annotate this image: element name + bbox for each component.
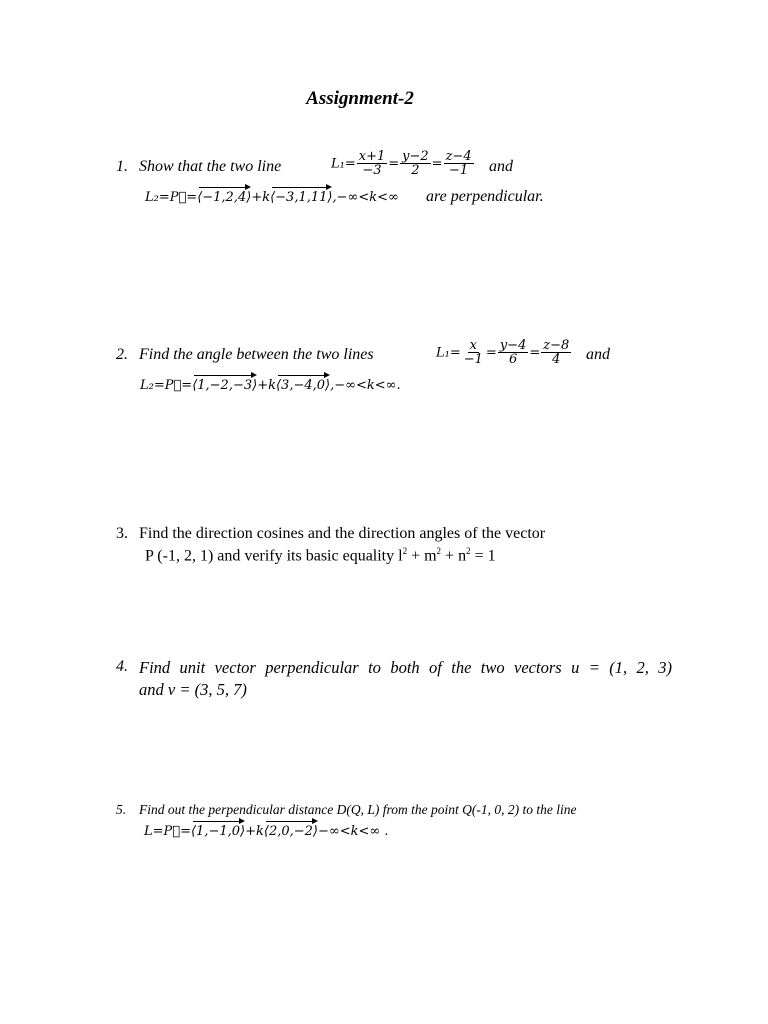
line-l2-equation: L₂=P⃗=⟨1,−2,−3⟩+k⟨3,−4,0⟩,−∞<k<∞. <box>140 378 401 393</box>
fraction: $\frac{x}{-1}$ <box>463 338 483 367</box>
conjunction: and <box>489 158 513 175</box>
page-title: Assignment-2 <box>306 88 414 109</box>
vector-overline: ⟨−1,2,4⟩ <box>197 190 252 205</box>
question-number: 3. <box>116 525 128 542</box>
line-equation: L=P⃗=⟨1,−1,0⟩+k⟨2,0,−2⟩−∞<k<∞ . <box>144 824 389 839</box>
question-number: 1. <box>116 158 128 175</box>
l1-label: L₁= <box>331 156 356 172</box>
vector-overline: ⟨1,−2,−3⟩ <box>192 378 258 393</box>
fraction: $\frac{z-4}{-1}$ <box>445 149 472 178</box>
fraction: $\frac{y-4}{6}$ <box>499 338 527 367</box>
question-number: 2. <box>116 346 128 363</box>
vector-overline: ⟨1,−1,0⟩ <box>190 824 246 839</box>
fraction: $\frac{y-2}{2}$ <box>402 149 429 178</box>
question-number: 4. <box>116 658 128 675</box>
line-l1-equation: L₁= $\frac{x}{-1}$ = $\frac{y-4}{6}$ = $\frac{z-8}{4}$ <box>436 338 570 367</box>
vector-overline: ⟨3,−4,0⟩ <box>275 378 331 393</box>
fraction: $\frac{z-8}{4}$ <box>543 338 570 367</box>
vector-overline: ⟨2,0,−2⟩ <box>263 824 318 839</box>
question-text: Find the direction cosines and the direction angles of the vector <box>139 525 546 542</box>
line-l2-equation: L₂=P⃗=⟨−1,2,4⟩+k⟨−3,1,11⟩,−∞<k<∞ <box>145 190 399 205</box>
question-text-line-2: and v = (3, 5, 7) <box>139 680 247 699</box>
question-text: Find unit vector perpendicular to both of the two vectors u = (1, 2, 3) <box>139 658 672 677</box>
line-l1-equation: L₁= $\frac{x+1}{-3}$ = $\frac{y-2}{2}$ = $\frac{z-4}{-1}$ <box>331 149 472 178</box>
vector-overline: ⟨−3,1,11⟩ <box>270 190 333 205</box>
question-text: Find the angle between the two lines <box>139 346 374 363</box>
question-number: 5. <box>116 802 127 817</box>
conjunction: and <box>586 346 610 363</box>
fraction: $\frac{x+1}{-3}$ <box>358 149 386 178</box>
question-text-line-2: P (-1, 2, 1) and verify its basic equality $l^2 + m^2 + n^2 = 1$ <box>145 546 496 565</box>
question-text: Find out the perpendicular distance D(Q, L) from the point Q(-1, 0, 2) to the line <box>139 802 577 817</box>
question-suffix: are perpendicular. <box>426 188 544 205</box>
question-text: Show that the two line <box>139 158 282 175</box>
